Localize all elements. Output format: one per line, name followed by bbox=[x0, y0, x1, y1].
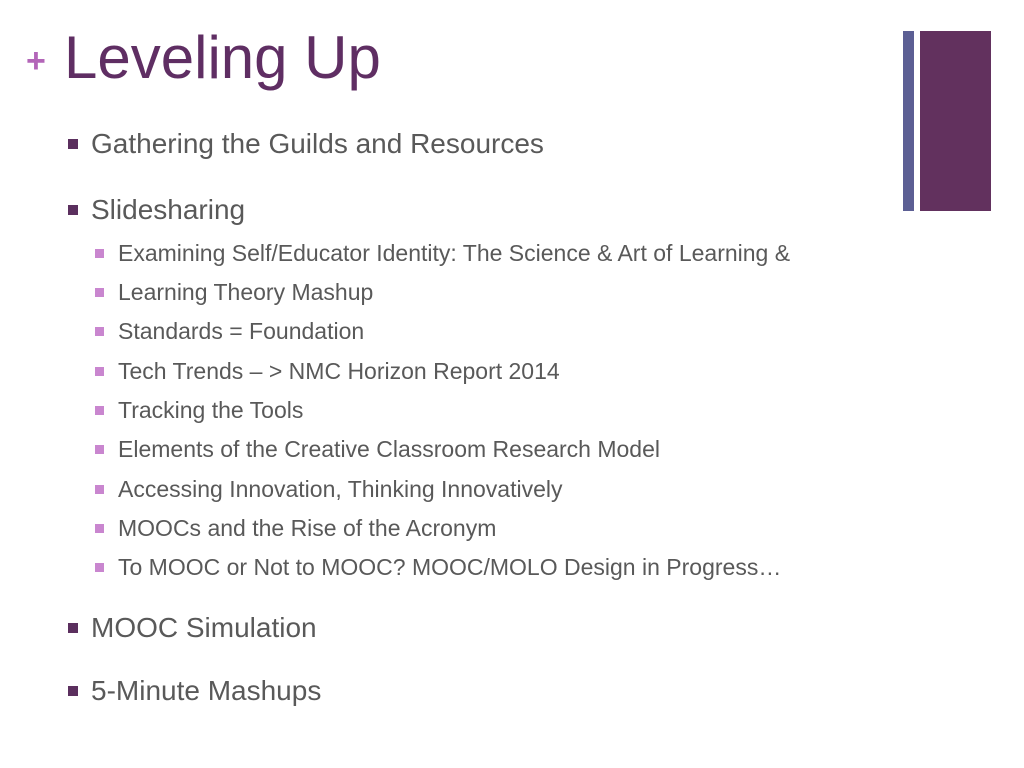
sub-bullet-label: Tracking the Tools bbox=[118, 397, 304, 423]
bullet-item bbox=[68, 127, 544, 161]
sub-bullet-square-icon bbox=[95, 249, 104, 258]
bullet-item bbox=[68, 674, 321, 708]
sub-bullet-item bbox=[95, 514, 496, 542]
sub-bullet-label: Learning Theory Mashup bbox=[118, 279, 374, 305]
decorative-bar-thick bbox=[920, 31, 991, 211]
bullet-square-icon bbox=[68, 139, 78, 149]
bullet-label: 5-Minute Mashups bbox=[91, 675, 322, 706]
sub-bullet-square-icon bbox=[95, 288, 104, 297]
bullet-label: MOOC Simulation bbox=[91, 612, 317, 643]
sub-bullet-item bbox=[95, 239, 790, 267]
sub-bullet-label: Accessing Innovation, Thinking Innovatively bbox=[118, 476, 563, 502]
sub-bullet-item bbox=[95, 317, 364, 345]
bullet-item bbox=[68, 611, 317, 645]
sub-bullet-square-icon bbox=[95, 327, 104, 336]
sub-bullet-square-icon bbox=[95, 563, 104, 572]
bullet-item bbox=[68, 193, 245, 227]
sub-bullet-item bbox=[95, 435, 660, 463]
sub-bullet-square-icon bbox=[95, 406, 104, 415]
bullet-square-icon bbox=[68, 205, 78, 215]
sub-bullet-label: Standards = Foundation bbox=[118, 318, 365, 344]
sub-bullet-square-icon bbox=[95, 485, 104, 494]
sub-bullet-item bbox=[95, 357, 560, 385]
sub-bullet-square-icon bbox=[95, 367, 104, 376]
sub-bullet-label: Examining Self/Educator Identity: The Science & Art of Learning & bbox=[118, 240, 791, 266]
sub-bullet-item bbox=[95, 278, 373, 306]
sub-bullet-label: MOOCs and the Rise of the Acronym bbox=[118, 515, 497, 541]
bullet-label: Slidesharing bbox=[91, 194, 246, 225]
bullet-label: Gathering the Guilds and Resources bbox=[91, 128, 544, 159]
sub-bullet-item bbox=[95, 396, 303, 424]
sub-bullet-label: To MOOC or Not to MOOC? MOOC/MOLO Design in Progress… bbox=[118, 554, 782, 580]
sub-bullet-square-icon bbox=[95, 445, 104, 454]
sub-bullet-item bbox=[95, 475, 563, 503]
sub-bullet-label: Tech Trends – > NMC Horizon Report 2014 bbox=[118, 358, 560, 384]
sub-bullet-label: Elements of the Creative Classroom Research Model bbox=[118, 436, 661, 462]
slide-title: Leveling Up bbox=[64, 24, 381, 91]
sub-bullet-item bbox=[95, 553, 781, 581]
sub-bullet-square-icon bbox=[95, 524, 104, 533]
bullet-square-icon bbox=[68, 623, 78, 633]
decorative-bar-thin bbox=[903, 31, 914, 211]
bullet-square-icon bbox=[68, 686, 78, 696]
plus-icon: + bbox=[26, 42, 46, 80]
